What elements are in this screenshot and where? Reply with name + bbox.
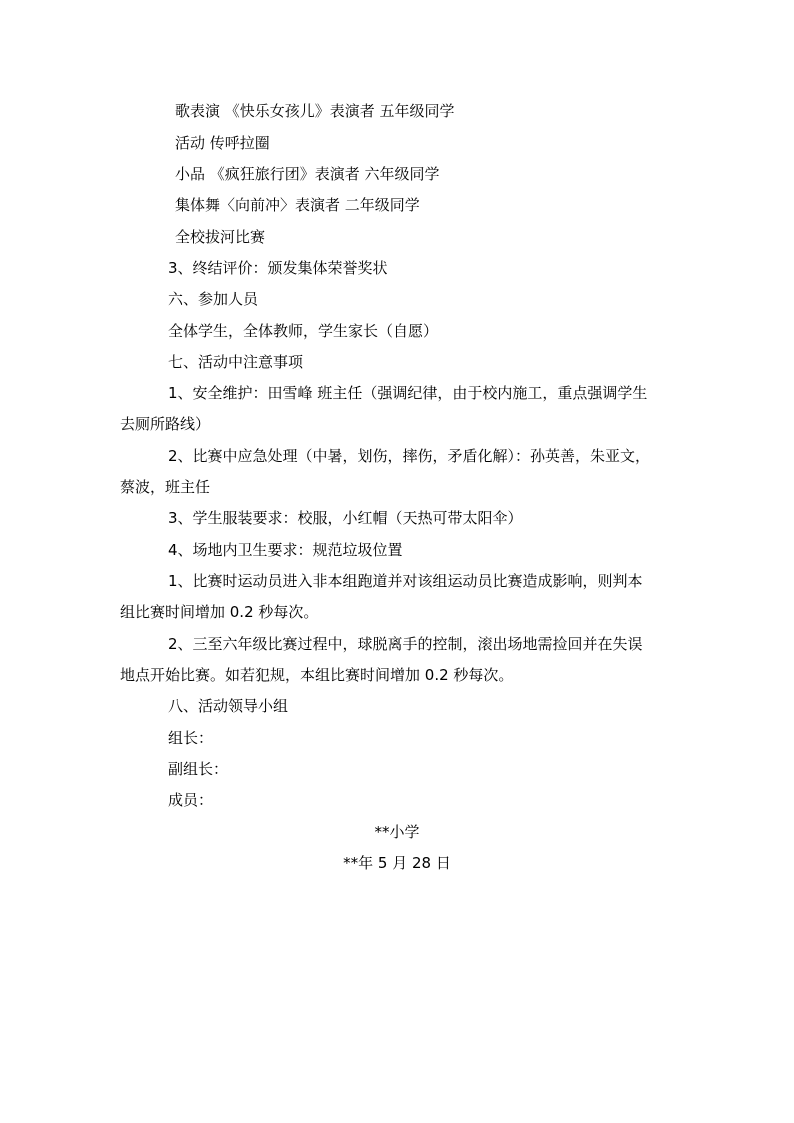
- note-safety-line-1: 1、安全维护：田雪峰 班主任（强调纪律，由于校内施工，重点强调学生: [168, 384, 648, 402]
- rule-lane-line-2: 组比赛时间增加 0.2 秒每次。: [120, 603, 319, 621]
- participants-text: 全体学生，全体教师，学生家长（自愿）: [168, 322, 439, 340]
- program-item-hula-hoop: 活动 传呼拉圈: [175, 134, 270, 152]
- signature-school: **小学: [374, 823, 420, 841]
- note-hygiene: 4、场地内卫生要求：规范垃圾位置: [168, 541, 403, 559]
- deputy-leader-label: 副组长：: [168, 760, 229, 778]
- participants-heading: 六、参加人员: [168, 290, 259, 308]
- program-item-song: 歌表演 《快乐女孩儿》表演者 五年级同学: [175, 102, 455, 120]
- signature-date: **年 5 月 28 日: [343, 854, 451, 872]
- program-item-sketch: 小品 《疯狂旅行团》表演者 六年级同学: [175, 165, 440, 183]
- program-item-group-dance: 集体舞〈向前冲〉表演者 二年级同学: [175, 196, 420, 214]
- notes-heading: 七、活动中注意事项: [168, 353, 304, 371]
- rule-ball-line-1: 2、三至六年级比赛过程中，球脱离手的控制，滚出场地需捡回并在失误: [168, 635, 643, 653]
- note-emergency-line-2: 蔡波，班主任: [120, 478, 211, 496]
- rule-ball-line-2: 地点开始比赛。如若犯规，本组比赛时间增加 0.2 秒每次。: [120, 666, 514, 684]
- note-dress-code: 3、学生服装要求：校服，小红帽（天热可带太阳伞）: [168, 509, 523, 527]
- leadership-heading: 八、活动领导小组: [168, 697, 289, 715]
- leader-label: 组长：: [168, 729, 214, 747]
- note-emergency-line-1: 2、比赛中应急处理（中暑，划伤，摔伤，矛盾化解）：孙英善，朱亚文，: [168, 447, 651, 465]
- final-evaluation: 3、终结评价：颁发集体荣誉奖状: [168, 259, 388, 277]
- note-safety-line-2: 去厕所路线）: [120, 415, 211, 433]
- rule-lane-line-1: 1、比赛时运动员进入非本组跑道并对该组运动员比赛造成影响，则判本: [168, 572, 643, 590]
- members-label: 成员：: [168, 791, 214, 809]
- program-item-tug-of-war: 全校拔河比赛: [175, 228, 266, 246]
